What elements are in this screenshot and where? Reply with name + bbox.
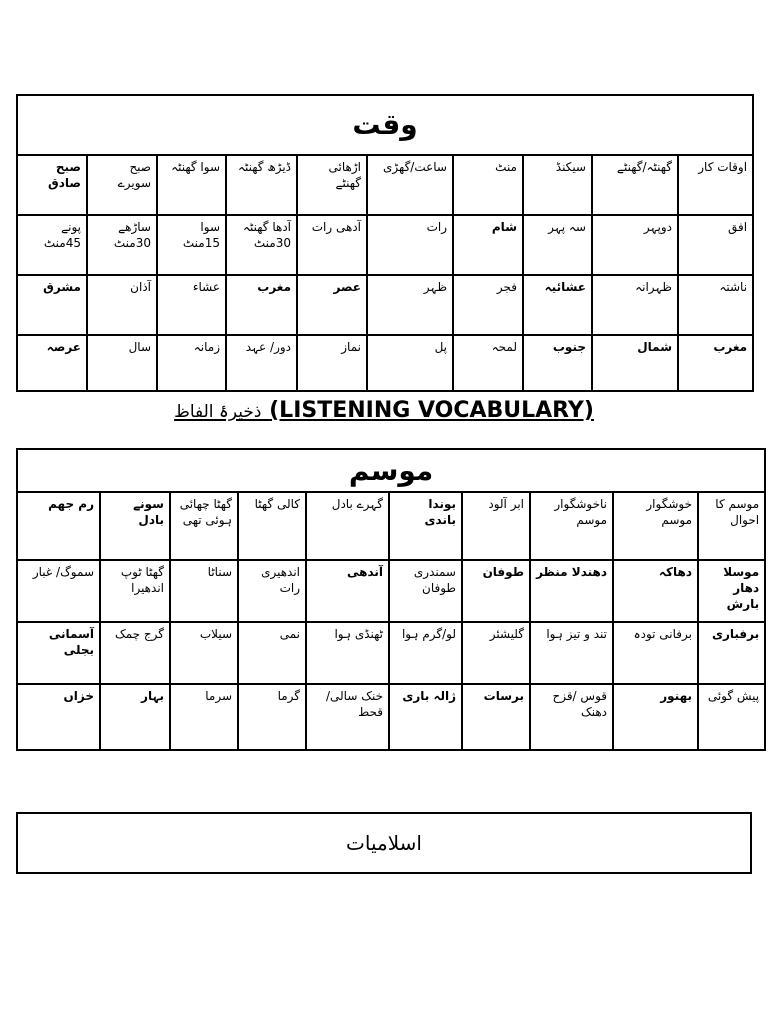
waqt-cell: نماز	[297, 335, 367, 391]
mausam-cell: سونے بادل	[100, 492, 170, 560]
mausam-cell: تند و تیز ہوا	[530, 622, 613, 684]
mausam-cell: گہرے بادل	[306, 492, 389, 560]
waqt-cell: صبح سویرے	[87, 155, 157, 215]
mausam-cell: طوفان	[462, 560, 530, 622]
mausam-row	[17, 560, 765, 622]
mausam-cell: دھندلا منظر	[530, 560, 613, 622]
waqt-cell: ناشتہ	[678, 275, 753, 335]
waqt-cell: ظہرانہ	[592, 275, 678, 335]
waqt-cell: ساعت/گھڑی	[367, 155, 453, 215]
waqt-cell: پونے 45منٹ	[17, 215, 87, 275]
waqt-cell: سہ پہر	[523, 215, 592, 275]
waqt-cell: مشرق	[17, 275, 87, 335]
waqt-row	[17, 275, 753, 335]
waqt-cell: ڈیڑھ گھنٹہ	[226, 155, 297, 215]
mausam-cell: سناٹا	[170, 560, 238, 622]
waqt-cell: شمال	[592, 335, 678, 391]
waqt-cell: پل	[367, 335, 453, 391]
waqt-cell: ساڑھے 30منٹ	[87, 215, 157, 275]
mausam-cell: برسات	[462, 684, 530, 750]
mausam-cell: گھٹا ٹوپ اندھیرا	[100, 560, 170, 622]
waqt-cell: عشاء	[157, 275, 226, 335]
mausam-cell: گھٹا چھائی ہوئی تھی	[170, 492, 238, 560]
mausam-cell: خوشگوار موسم	[613, 492, 698, 560]
mausam-table	[16, 448, 766, 751]
mausam-cell: خزاں	[17, 684, 100, 750]
mausam-cell: سرما	[170, 684, 238, 750]
waqt-row	[17, 335, 753, 391]
mausam-cell: سمندری طوفان	[389, 560, 462, 622]
waqt-cell: جنوب	[523, 335, 592, 391]
waqt-cell: ظہر	[367, 275, 453, 335]
waqt-cell: آدھی رات	[297, 215, 367, 275]
mausam-cell: سموگ/ غبار	[17, 560, 100, 622]
waqt-cell: افق	[678, 215, 753, 275]
waqt-row	[17, 155, 753, 215]
mausam-cell: برفانی تودہ	[613, 622, 698, 684]
waqt-cell: سوا 15منٹ	[157, 215, 226, 275]
mausam-cell: اندھیری رات	[238, 560, 306, 622]
waqt-cell: اڑھائی گھنٹے	[297, 155, 367, 215]
mausam-cell: ٹھنڈی ہوا	[306, 622, 389, 684]
waqt-cell: دور/ عہد	[226, 335, 297, 391]
waqt-cell: لمحہ	[453, 335, 523, 391]
mausam-cell: بھنور	[613, 684, 698, 750]
mausam-cell: نمی	[238, 622, 306, 684]
mausam-row	[17, 684, 765, 750]
islamiyat-title: اسلامیات	[346, 831, 422, 855]
mausam-cell: بہار	[100, 684, 170, 750]
mausam-cell: دھاکہ	[613, 560, 698, 622]
waqt-cell: مغرب	[226, 275, 297, 335]
waqt-cell: سوا گھنٹہ	[157, 155, 226, 215]
mausam-row	[17, 622, 765, 684]
mausam-cell: بوندا باندی	[389, 492, 462, 560]
waqt-cell: شام	[453, 215, 523, 275]
waqt-cell: اوقات کار	[678, 155, 753, 215]
waqt-cell: منٹ	[453, 155, 523, 215]
mausam-cell: پیش گوئی	[698, 684, 765, 750]
vocabulary-english-label: (LISTENING VOCABULARY)	[269, 398, 594, 423]
mausam-cell: گلیشئر	[462, 622, 530, 684]
waqt-cell: آدھا گھنٹہ 30منٹ	[226, 215, 297, 275]
waqt-table	[16, 94, 754, 392]
mausam-cell: ژالہ باری	[389, 684, 462, 750]
mausam-cell: برفباری	[698, 622, 765, 684]
waqt-cell: رات	[367, 215, 453, 275]
waqt-cell: مغرب	[678, 335, 753, 391]
waqt-cell: صبح صادق	[17, 155, 87, 215]
mausam-cell: ناخوشگوار موسم	[530, 492, 613, 560]
vocabulary-urdu-label: ذخیرۂ الفاظ	[174, 402, 262, 422]
mausam-cell: ابر آلود	[462, 492, 530, 560]
islamiyat-box	[16, 812, 752, 874]
mausam-title: موسم	[17, 449, 765, 492]
mausam-cell: کالی گھٹا	[238, 492, 306, 560]
waqt-cell: آذان	[87, 275, 157, 335]
waqt-cell: سال	[87, 335, 157, 391]
mausam-cell: موسلا دھار بارش	[698, 560, 765, 622]
waqt-cell: عصر	[297, 275, 367, 335]
mausam-cell: آسمانی بجلی	[17, 622, 100, 684]
waqt-cell: زمانہ	[157, 335, 226, 391]
waqt-cell: دوپہر	[592, 215, 678, 275]
mausam-cell: موسم کا احوال	[698, 492, 765, 560]
mausam-cell: لو/گرم ہوا	[389, 622, 462, 684]
waqt-cell: گھنٹہ/گھنٹے	[592, 155, 678, 215]
mausam-cell: رم جھم	[17, 492, 100, 560]
waqt-cell: عرصہ	[17, 335, 87, 391]
waqt-title: وقت	[17, 95, 753, 155]
waqt-cell: فجر	[453, 275, 523, 335]
listening-vocabulary-heading	[0, 398, 768, 423]
mausam-cell: خنک سالی/ قحط	[306, 684, 389, 750]
mausam-cell: گرما	[238, 684, 306, 750]
mausam-row	[17, 492, 765, 560]
waqt-cell: عشائیہ	[523, 275, 592, 335]
waqt-row	[17, 215, 753, 275]
mausam-cell: گرج چمک	[100, 622, 170, 684]
mausam-cell: آندھی	[306, 560, 389, 622]
waqt-cell: سیکنڈ	[523, 155, 592, 215]
mausam-cell: سیلاب	[170, 622, 238, 684]
mausam-cell: قوس /قزح دھنک	[530, 684, 613, 750]
